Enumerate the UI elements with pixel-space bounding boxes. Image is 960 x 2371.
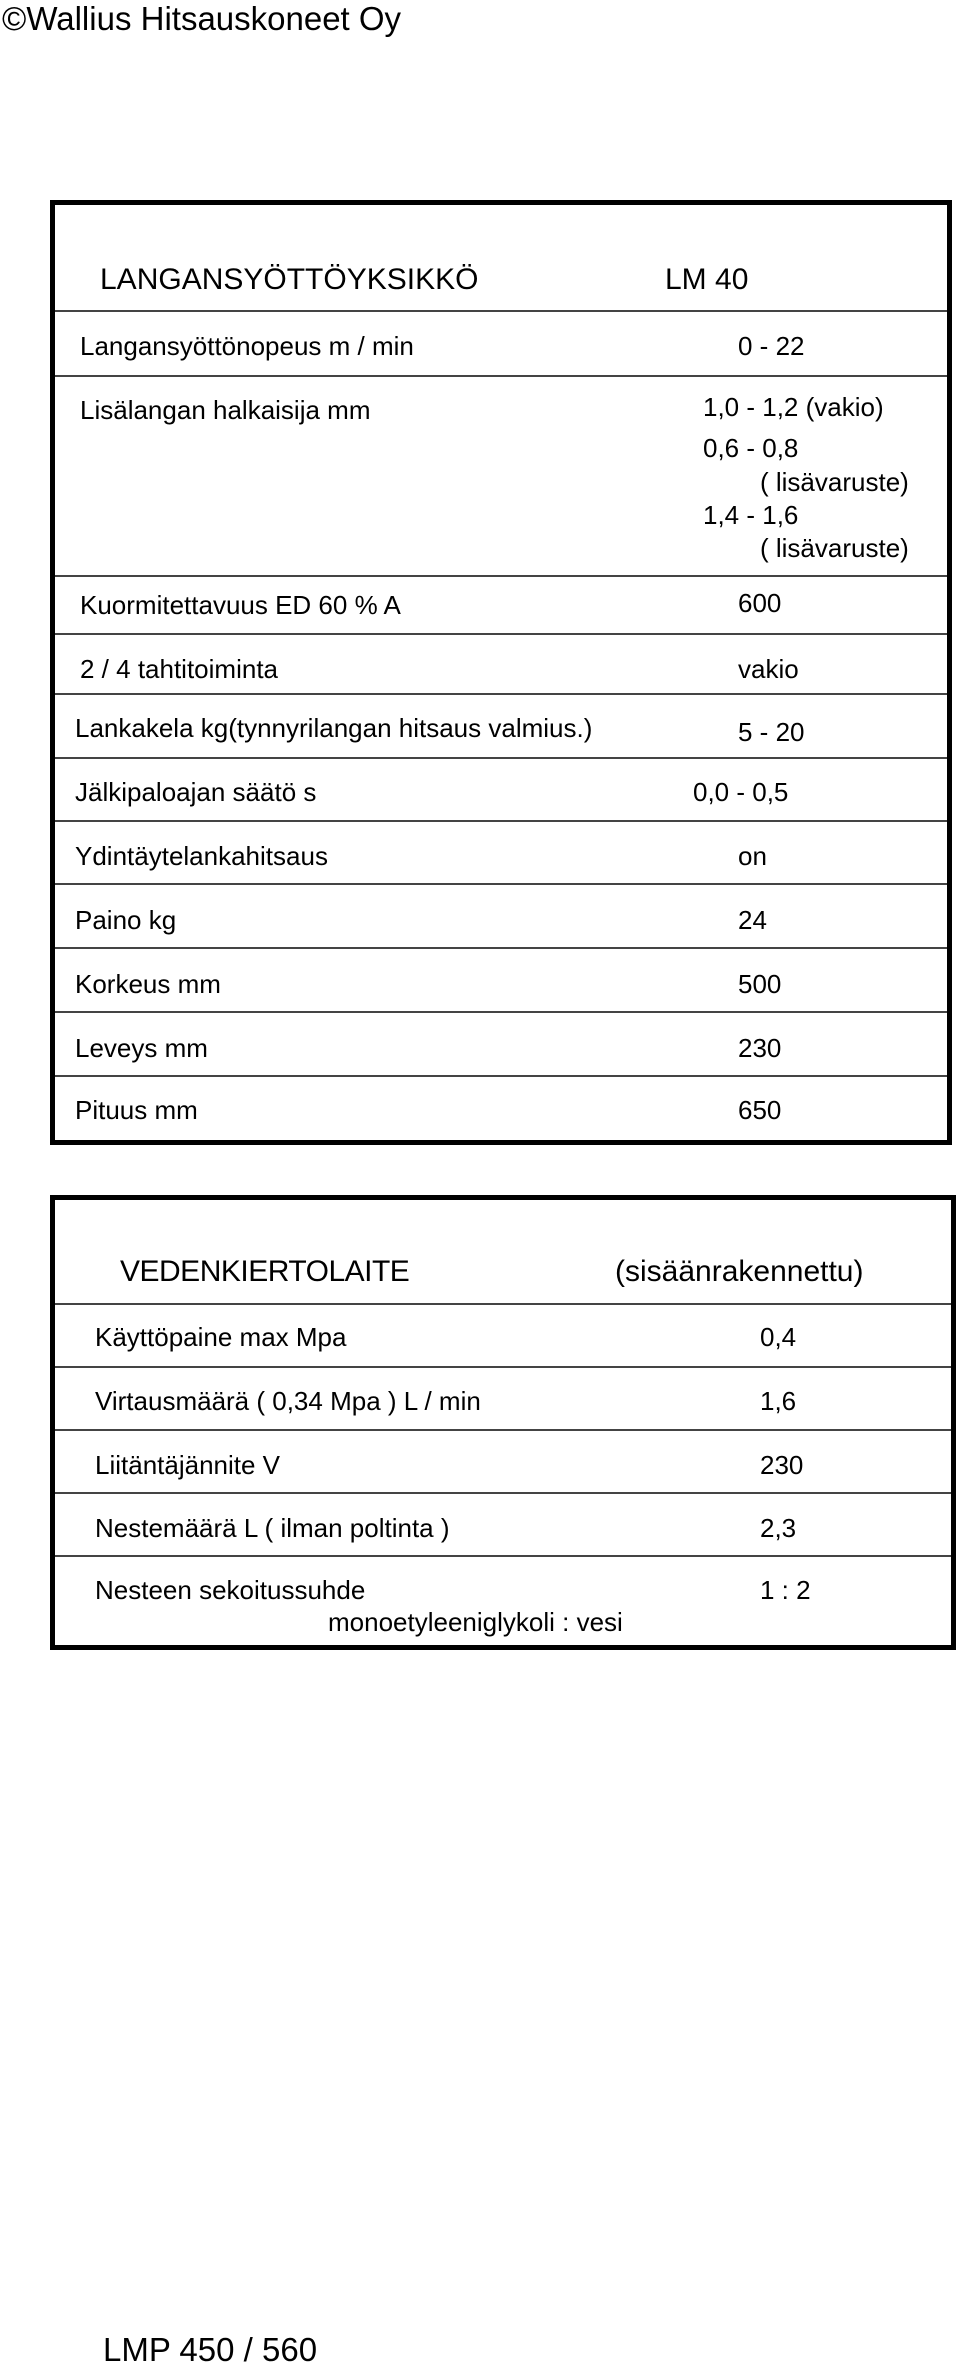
row-divider bbox=[55, 1492, 951, 1494]
spec-value: on bbox=[738, 841, 767, 871]
spec-label: Käyttöpaine max Mpa bbox=[95, 1322, 347, 1352]
row-divider bbox=[55, 1303, 951, 1305]
spec-value: 24 bbox=[738, 905, 767, 935]
wire-feeder-spec-box bbox=[50, 200, 952, 1145]
spec-value: 2,3 bbox=[760, 1513, 797, 1543]
row-divider bbox=[55, 310, 947, 312]
spec-value: vakio bbox=[738, 654, 799, 684]
spec-value: 230 bbox=[760, 1450, 804, 1480]
spec-value: 0,6 - 0,8 bbox=[703, 433, 799, 463]
spec-label: Langansyöttönopeus m / min bbox=[80, 331, 414, 361]
spec-label: Liitäntäjännite V bbox=[95, 1450, 281, 1480]
row-divider bbox=[55, 947, 947, 949]
wire-feeder-model: LM 40 bbox=[665, 263, 749, 296]
spec-label: Paino kg bbox=[75, 905, 177, 935]
spec-label: Pituus mm bbox=[75, 1095, 198, 1125]
row-divider bbox=[55, 375, 947, 377]
row-divider bbox=[55, 633, 947, 635]
spec-value: 5 - 20 bbox=[738, 717, 805, 747]
row-divider bbox=[55, 1429, 951, 1431]
spec-value: ( lisävaruste) bbox=[760, 467, 909, 497]
spec-value: 650 bbox=[738, 1095, 782, 1125]
row-divider bbox=[55, 1366, 951, 1368]
spec-label: Jälkipaloajan säätö s bbox=[75, 777, 317, 807]
spec-label: Virtausmäärä ( 0,34 Mpa ) L / min bbox=[95, 1386, 481, 1416]
spec-label: Ydintäytelankahitsaus bbox=[75, 841, 328, 871]
spec-value: 1 : 2 bbox=[760, 1575, 811, 1605]
spec-label-continuation: monoetyleeniglykoli : vesi bbox=[328, 1607, 623, 1637]
row-divider bbox=[55, 1011, 947, 1013]
spec-value: 600 bbox=[738, 588, 782, 618]
copyright-text: ©Wallius Hitsauskoneet Oy bbox=[2, 0, 402, 37]
water-cooler-title: VEDENKIERTOLAITE bbox=[120, 1255, 410, 1288]
spec-value: 0,4 bbox=[760, 1322, 797, 1352]
row-divider bbox=[55, 575, 947, 577]
spec-label: Korkeus mm bbox=[75, 969, 221, 999]
spec-value: 0,0 - 0,5 bbox=[693, 777, 789, 807]
row-divider bbox=[55, 1075, 947, 1077]
row-divider bbox=[55, 693, 947, 695]
row-divider bbox=[55, 883, 947, 885]
spec-label: Kuormitettavuus ED 60 % A bbox=[80, 590, 401, 620]
wire-feeder-title: LANGANSYÖTTÖYKSIKKÖ bbox=[100, 263, 479, 296]
row-divider bbox=[55, 820, 947, 822]
spec-value: 1,4 - 1,6 bbox=[703, 500, 799, 530]
spec-value: 230 bbox=[738, 1033, 782, 1063]
spec-label: 2 / 4 tahtitoiminta bbox=[80, 654, 278, 684]
spec-value: ( lisävaruste) bbox=[760, 533, 909, 563]
water-cooler-spec-box bbox=[50, 1195, 956, 1650]
spec-label: Nestemäärä L ( ilman poltinta ) bbox=[95, 1513, 450, 1543]
spec-value: 1,0 - 1,2 (vakio) bbox=[703, 392, 884, 422]
water-cooler-note: (sisäänrakennettu) bbox=[615, 1255, 864, 1288]
spec-value: 500 bbox=[738, 969, 782, 999]
row-divider bbox=[55, 757, 947, 759]
spec-value: 0 - 22 bbox=[738, 331, 805, 361]
spec-label: Nesteen sekoitussuhde bbox=[95, 1575, 366, 1605]
spec-value: 1,6 bbox=[760, 1386, 797, 1416]
spec-label: Lankakela kg(tynnyrilangan hitsaus valmius.) bbox=[75, 713, 593, 743]
spec-label: Leveys mm bbox=[75, 1033, 208, 1063]
spec-label: Lisälangan halkaisija mm bbox=[80, 395, 371, 425]
row-divider bbox=[55, 1555, 951, 1557]
footer-model: LMP 450 / 560 bbox=[103, 2331, 318, 2368]
